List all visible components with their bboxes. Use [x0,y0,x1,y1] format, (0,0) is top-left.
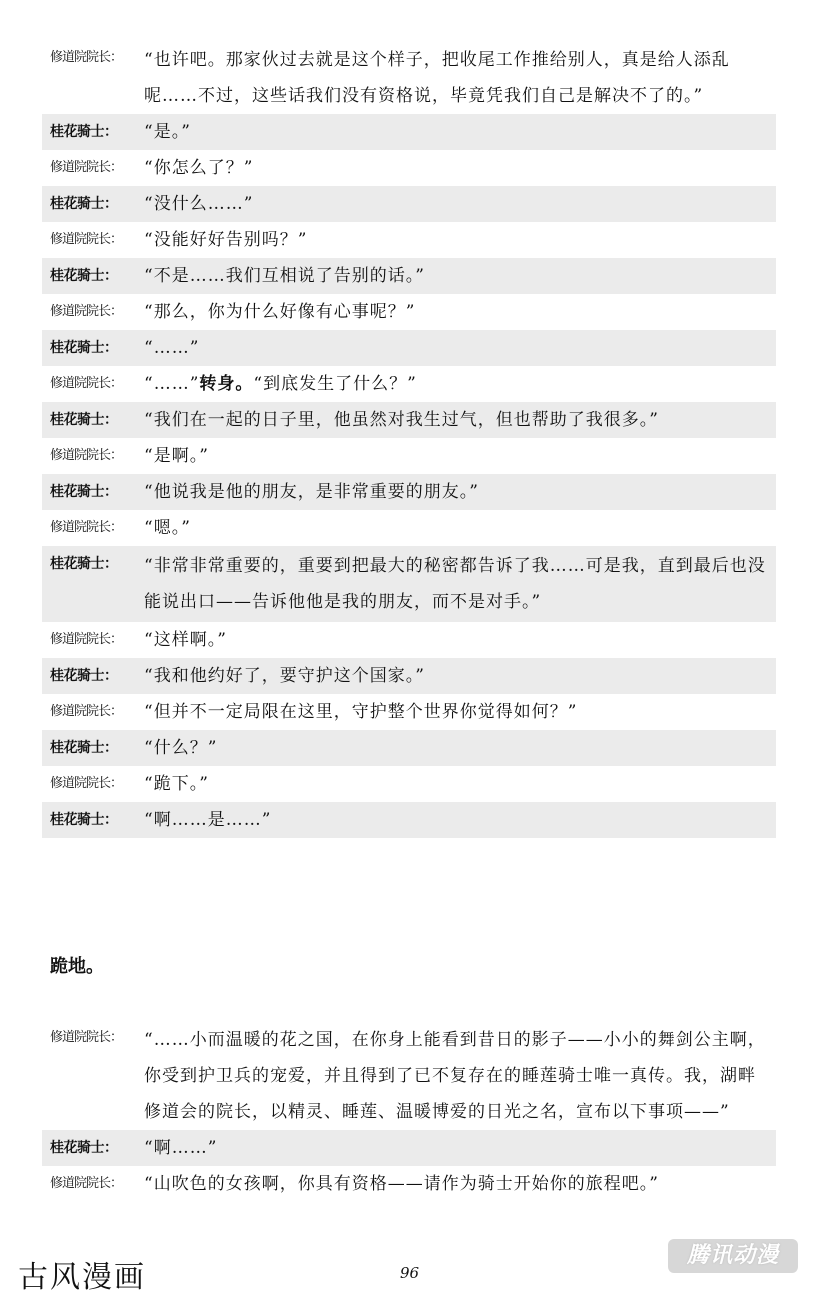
stage-direction: 跪地。 [50,956,104,977]
speaker-label: 桂花骑士： [50,340,118,356]
speaker-label: 修道院院长： [50,376,123,391]
dialogue-row [42,150,776,186]
speaker-label: 修道院院长： [50,520,123,535]
dialogue-line: “跪下。” [144,774,209,794]
dialogue-line: “那么，你为什么好像有心事呢？” [144,302,416,322]
dialogue-line: “……小而温暖的花之国，在你身上能看到昔日的影子——小小的舞剑公主啊，你受到护卫兵的宠爱，并且得到了已不复存在的睡莲骑士唯一真传。我，湖畔修道会的院长，以精灵、睡莲、温暖博爱的日光之名，宣布以下事项——” [144,1030,766,1122]
dialogue-row [42,40,776,114]
watermark-logo-left: 古风漫画 [18,1260,146,1295]
speaker-label: 修道院院长： [50,776,123,791]
dialogue-line: “不是……我们互相说了告别的话。” [144,266,425,286]
dialogue-line: “没什么……” [144,194,254,214]
dialogue-line: “这样啊。” [144,630,227,650]
speaker-label: 桂花骑士： [50,484,118,500]
dialogue-line: “没能好好告别吗？” [144,230,308,250]
speaker-label: 桂花骑士： [50,812,118,828]
dialogue-row [42,474,776,510]
speaker-label: 修道院院长： [50,304,123,319]
dialogue-row [42,258,776,294]
dialogue-line: “你怎么了？” [144,158,254,178]
dialogue-row [42,222,776,258]
speaker-label: 修道院院长： [50,1176,123,1191]
dialogue-block-top [42,40,776,838]
speaker-label: 修道院院长： [50,632,123,647]
speaker-label: 桂花骑士： [50,1140,118,1156]
dialogue-line: “啊……是……” [144,810,272,830]
speaker-label: 修道院院长： [50,704,123,719]
dialogue-row [42,114,776,150]
speaker-label: 修道院院长： [50,160,123,175]
dialogue-line: “嗯。” [144,518,191,538]
dialogue-row [42,622,776,658]
dialogue-line: “我们在一起的日子里，他虽然对我生过气，但也帮助了我很多。” [144,410,659,430]
dialogue-row [42,402,776,438]
page-number: 96 [400,1264,420,1282]
speaker-label: 桂花骑士： [50,556,118,572]
speaker-label: 修道院院长： [50,50,123,65]
speaker-label: 桂花骑士： [50,268,118,284]
dialogue-line: “是啊。” [144,446,209,466]
dialogue-line: “是。” [144,122,191,142]
speaker-label: 修道院院长： [50,1030,123,1045]
speaker-label: 桂花骑士： [50,412,118,428]
dialogue-line: “非常非常重要的，重要到把最大的秘密都告诉了我……可是我，直到最后也没能说出口——告诉他他是我的朋友，而不是对手。” [144,556,766,612]
dialogue-line: “也许吧。那家伙过去就是这个样子，把收尾工作推给别人，真是给人添乱呢……不过，这些话我们没有资格说，毕竟凭我们自己是解决不了的。” [144,50,730,106]
speaker-label: 桂花骑士： [50,124,118,140]
dialogue-row [42,186,776,222]
dialogue-text-pre: “……” [144,374,200,394]
dialogue-row [42,330,776,366]
speaker-label: 修道院院长： [50,448,123,463]
dialogue-row [42,694,776,730]
dialogue-row [42,730,776,766]
dialogue-line: “山吹色的女孩啊，你具有资格——请作为骑士开始你的旅程吧。” [144,1174,659,1194]
dialogue-line: “什么？” [144,738,218,758]
dialogue-line: “啊……” [144,1138,218,1158]
dialogue-row [42,658,776,694]
dialogue-line [144,366,768,402]
speaker-label: 桂花骑士： [50,668,118,684]
dialogue-line: “他说我是他的朋友，是非常重要的朋友。” [144,482,479,502]
speaker-label: 修道院院长： [50,232,123,247]
dialogue-row [42,438,776,474]
dialogue-row [42,802,776,838]
dialogue-block-bottom [42,1020,776,1202]
speaker-label: 桂花骑士： [50,740,118,756]
action-text: 转身。 [199,374,254,394]
dialogue-row [42,546,776,622]
speaker-label: 桂花骑士： [50,196,118,212]
dialogue-row [42,1130,776,1166]
dialogue-row [42,1020,776,1130]
dialogue-row [42,766,776,802]
dialogue-line: “但并不一定局限在这里，守护整个世界你觉得如何？” [144,702,578,722]
dialogue-row [42,510,776,546]
dialogue-line: “我和他约好了，要守护这个国家。” [144,666,425,686]
dialogue-row [42,366,776,402]
dialogue-line: “……” [144,338,200,358]
dialogue-row [42,294,776,330]
dialogue-row [42,1166,776,1202]
dialogue-text-post: “到底发生了什么？” [253,374,417,394]
watermark-logo-right: 腾讯动漫 [668,1239,798,1273]
